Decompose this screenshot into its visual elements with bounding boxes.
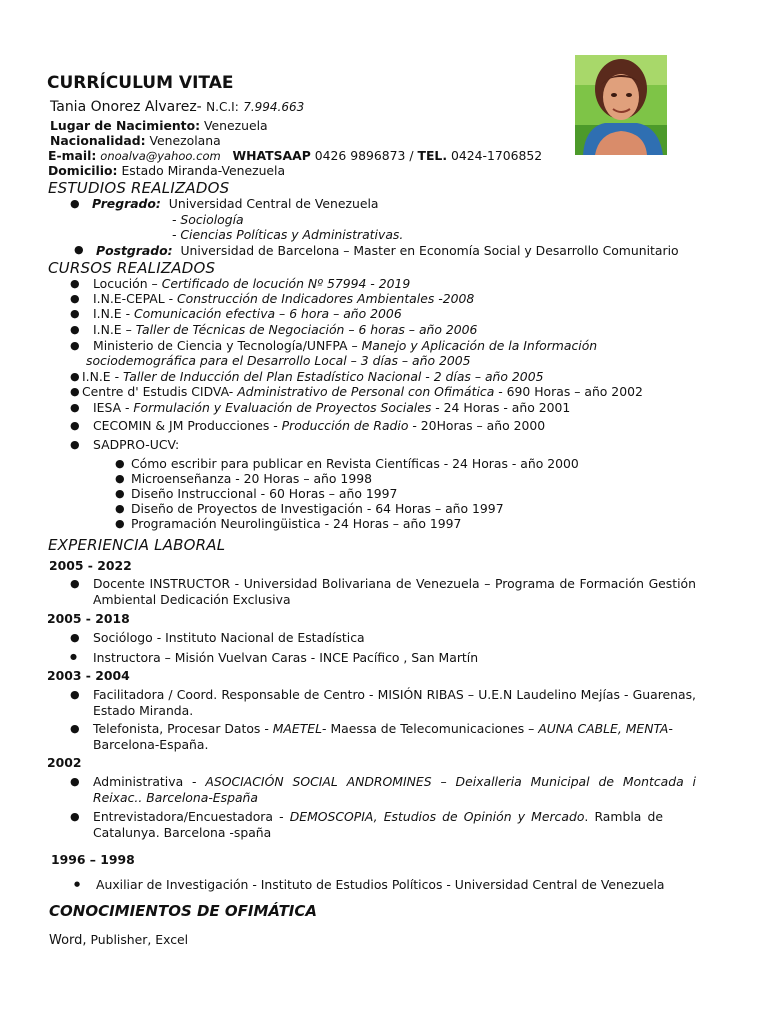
course-title: Formulación y Evaluación de Proyectos Sociales: [133, 400, 432, 415]
course-org: CECOMIN & JM Producciones -: [93, 418, 282, 433]
whatsapp-value: 0426 9896873 /: [314, 148, 414, 163]
bullet-icon: ●: [115, 517, 125, 530]
bullet-icon: ●: [70, 385, 80, 398]
job-role: Entrevistadora/Encuestadora -: [93, 809, 290, 824]
email-label: E-mail:: [48, 148, 97, 163]
bullet-icon: ●: [70, 292, 80, 305]
course-title: Taller de Técnicas de Negociación – 6 horas – año 2006: [135, 322, 478, 337]
job-item: Auxiliar de Investigación - Instituto de Estudios Políticos - Universidad Central de Venezuela: [96, 877, 665, 892]
course-title: Manejo y Aplicación de la Información: [361, 338, 598, 353]
course-title: Producción de Radio: [281, 418, 409, 433]
sadpro-item: Diseño Instruccional - 60 Horas – año 1997: [131, 486, 398, 501]
course-org: SADPRO-UCV:: [93, 437, 180, 452]
postgrado-row: [96, 243, 679, 258]
job-role: Telefonista, Procesar Datos -: [93, 721, 273, 736]
bullet-icon: ●: [70, 370, 80, 383]
course-item: [93, 306, 402, 321]
bullet-icon: ●: [70, 419, 80, 432]
birthplace-value: Venezuela: [204, 118, 268, 133]
course-hours: - 24 Horas - año 2001: [431, 400, 571, 415]
bullet-icon: ●: [70, 277, 80, 290]
birthplace-label: Lugar de Nacimiento:: [50, 118, 201, 133]
course-title: Administrativo de Personal con Ofimática: [237, 384, 495, 399]
domicile-label: Domicilio:: [48, 163, 118, 178]
bullet-icon: ●: [115, 457, 125, 470]
bullet-icon: ●: [74, 243, 84, 256]
profile-photo: [575, 55, 667, 155]
job-item: Docente INSTRUCTOR - Universidad Bolivariana de Venezuela – Programa de Formación Gestión Ambiental Dedicación Exclusiva: [93, 576, 696, 607]
job-item: [93, 721, 673, 753]
bullet-icon: ●: [70, 722, 80, 735]
job-client: AUNA CABLE, MENTA-: [538, 721, 673, 736]
sadpro-item: Programación Neurolingüistica - 24 Horas – año 1997: [131, 516, 462, 531]
contact-row: [48, 148, 542, 163]
sadpro-item: Diseño de Proyectos de Investigación - 64 Horas – año 1997: [131, 501, 504, 516]
job-location: . Rambla de Catalunya. Barcelona -spaña: [93, 809, 663, 840]
job-role: Administrativa -: [93, 774, 206, 789]
nci-label: N.C.I:: [206, 100, 239, 114]
bullet-icon: ●: [115, 487, 125, 500]
course-item: [93, 291, 474, 306]
bullet-icon: ●: [70, 401, 80, 414]
sadpro-item: Microenseñanza - 20 Horas – año 1998: [131, 471, 372, 486]
nationality-row: [50, 133, 221, 148]
sadpro-item: Cómo escribir para publicar en Revista Científicas - 24 Horas - año 2000: [131, 456, 579, 471]
bullet-icon: ●: [115, 502, 125, 515]
pregrado-label: Pregrado:: [92, 196, 161, 211]
email-value[interactable]: onoalva@yahoo.com: [100, 149, 221, 163]
job-location: Barcelona-España.: [93, 737, 209, 752]
domicile-value: Estado Miranda-Venezuela: [121, 163, 286, 178]
job-item: Facilitadora / Coord. Responsable de Centro - MISIÓN RIBAS – U.E.N Laudelino Mejías - Guarenas, Estado Miranda.: [93, 687, 696, 718]
full-name: [50, 99, 304, 115]
period-years: 2005 - 2018: [47, 611, 130, 626]
job-company: MAETEL: [272, 721, 323, 736]
course-hours: - 690 Horas – año 2002: [494, 384, 643, 399]
course-item: [93, 322, 477, 337]
bullet-icon: ●: [70, 631, 80, 644]
job-company-detail: - Maessa de Telecomunicaciones –: [322, 721, 539, 736]
name-text: Tania Onorez Alvarez-: [50, 99, 202, 115]
course-org: Centre d' Estudis CIDVA-: [82, 384, 238, 399]
job-item: [93, 774, 696, 806]
birthplace-row: [50, 118, 268, 133]
bullet-icon: ●: [70, 688, 80, 701]
course-title: Taller de Inducción del Plan Estadístico Nacional - 2 días – año 2005: [122, 369, 544, 384]
courses-heading: CURSOS REALIZADOS: [48, 259, 216, 277]
course-org: Ministerio de Ciencia y Tecnología/UNFPA –: [93, 338, 362, 353]
bullet-icon: ●: [70, 577, 80, 590]
bullet-icon: ●: [70, 197, 80, 210]
bullet-icon: ●: [70, 652, 77, 661]
tel-value: 0424-1706852: [451, 148, 543, 163]
course-item: [93, 418, 545, 433]
period-years: 2005 - 2022: [49, 558, 132, 573]
job-company: DEMOSCOPIA, Estudios de Opinión y Mercado: [289, 809, 585, 824]
skill-others: Publisher, Excel: [86, 932, 189, 947]
course-item: [93, 338, 597, 353]
course-item: [93, 400, 570, 415]
office-skills: [49, 932, 188, 948]
course-item: [82, 384, 643, 399]
experience-heading: EXPERIENCIA LABORAL: [48, 536, 226, 554]
course-org: I.N.E -: [82, 369, 123, 384]
job-company: ASOCIACIÓN SOCIAL ANDROMINES – Deixalleria Municipal de Montcada i Reixac.. Barcelona-España: [93, 774, 696, 805]
bullet-icon: ●: [70, 810, 80, 823]
bullet-icon: ●: [70, 307, 80, 320]
job-item: Sociólogo - Instituto Nacional de Estadística: [93, 630, 365, 645]
course-org: IESA -: [93, 400, 134, 415]
job-item: Instructora – Misión Vuelvan Caras - INCE Pacífico , San Martín: [93, 650, 479, 665]
period-years: 2003 - 2004: [47, 668, 130, 683]
course-title: Comunicación efectiva – 6 hora – año 2006: [133, 306, 402, 321]
course-title: Construcción de Indicadores Ambientales -2008: [177, 291, 475, 306]
bullet-icon: ●: [70, 339, 80, 352]
page-title: CURRÍCULUM VITAE: [47, 73, 234, 93]
nationality-value: Venezolana: [149, 133, 221, 148]
domicile-row: [48, 163, 285, 178]
bullet-icon: ●: [70, 438, 80, 451]
skill-word: Word,: [49, 933, 87, 948]
nci-value: 7.994.663: [243, 100, 305, 114]
course-title: Certificado de locución Nº 57994 - 2019: [161, 276, 411, 291]
pregrado-value: Universidad Central de Venezuela: [168, 196, 379, 211]
nationality-label: Nacionalidad:: [50, 133, 146, 148]
whatsapp-label: WHATSAAP: [232, 148, 311, 163]
bullet-icon: ●: [115, 472, 125, 485]
office-heading: CONOCIMIENTOS DE OFIMÁTICA: [49, 902, 318, 920]
bullet-icon: ●: [74, 880, 81, 888]
course-org: I.N.E-CEPAL -: [93, 291, 177, 306]
portrait-image: [575, 55, 667, 155]
course-item: [93, 276, 410, 291]
course-item: [82, 369, 543, 384]
job-item: [93, 809, 663, 841]
course-org: I.N.E -: [93, 306, 134, 321]
pregrado-sub-1: - Sociología: [172, 212, 244, 227]
course-hours: - 20Horas – año 2000: [408, 418, 546, 433]
pregrado-row: [92, 196, 378, 211]
tel-label: TEL.: [417, 148, 448, 163]
period-years: 2002: [47, 755, 82, 770]
postgrado-label: Postgrado:: [96, 243, 173, 258]
course-item-continuation: sociodemográfica para el Desarrollo Local – 3 días – año 2005: [86, 353, 471, 368]
period-years: 1996 – 1998: [51, 852, 135, 867]
bullet-icon: ●: [70, 323, 80, 336]
postgrado-value: Universidad de Barcelona – Master en Economía Social y Desarrollo Comunitario: [180, 243, 679, 258]
course-item: [93, 437, 179, 452]
bullet-icon: ●: [70, 775, 80, 788]
studies-heading: ESTUDIOS REALIZADOS: [48, 179, 230, 197]
course-org: Locución –: [93, 276, 162, 291]
pregrado-sub-2: - Ciencias Políticas y Administrativas.: [172, 227, 404, 242]
course-org: I.N.E –: [93, 322, 136, 337]
